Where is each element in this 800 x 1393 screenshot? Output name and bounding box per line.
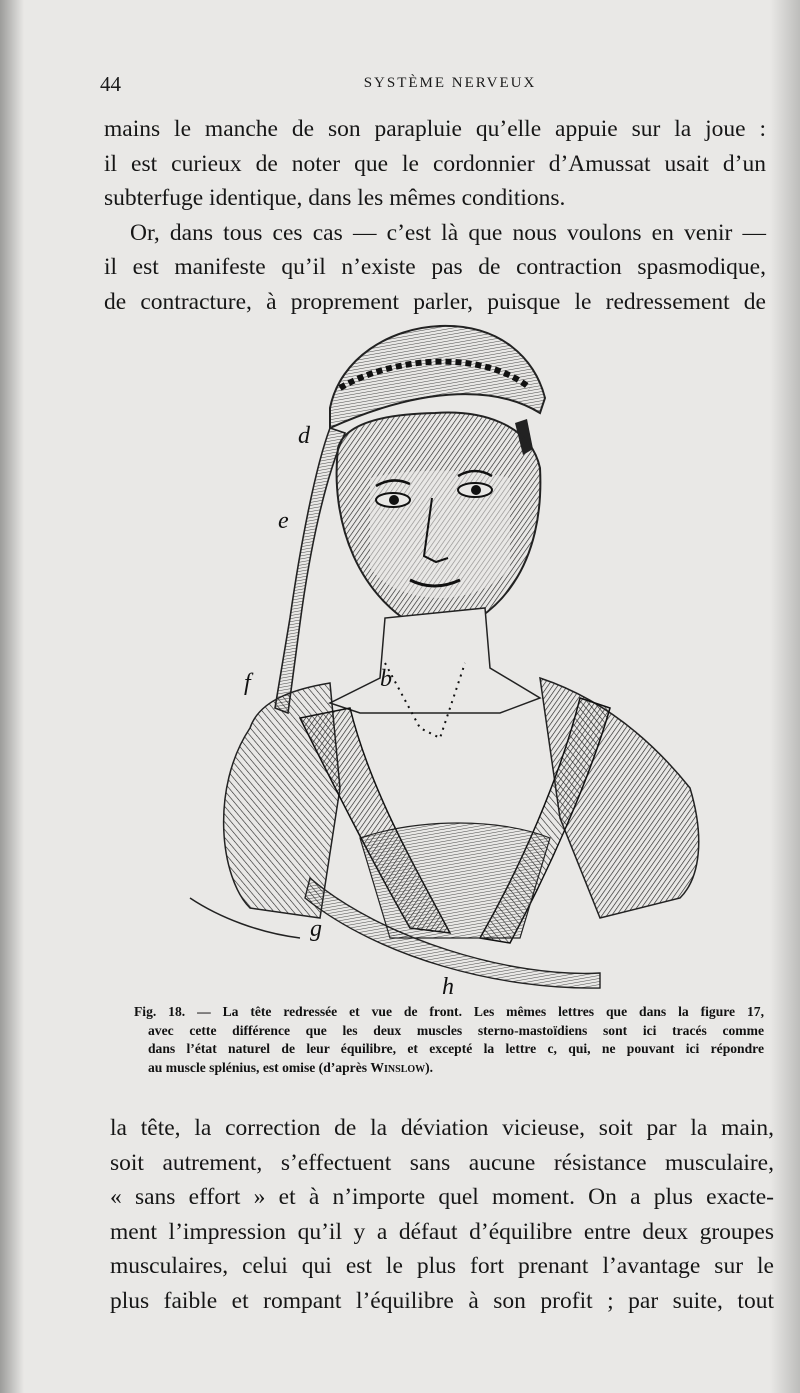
text-line: musculaires, celui qui est le plus fort prenant l’avantage sur le: [110, 1253, 774, 1279]
text-line: de contracture, à proprement parler, puisque le redressement de: [104, 288, 766, 315]
text-line: Or, dans tous ces cas — c’est là que nous voulons en venir —: [130, 219, 766, 246]
engraving-figure: [180, 318, 720, 1008]
text-line: la tête, la correction de la déviation vicieuse, soit par la main,: [110, 1115, 774, 1141]
page-gutter-shadow: [0, 0, 24, 1393]
text-line: « sans effort » et à n’importe quel moment. On a plus exacte-: [110, 1184, 774, 1210]
caption-line: avec cette différence que les deux muscles sterno-mastoïdiens sont ici tracés comme: [148, 1022, 764, 1038]
page-number: 44: [100, 72, 121, 96]
figure-letter-f: f: [244, 670, 251, 696]
body-text-top: [104, 112, 766, 319]
text-line: il est manifeste qu’il n’existe pas de contraction spasmodique,: [104, 254, 766, 280]
figure-letter-g: g: [310, 916, 322, 942]
caption-line: dans l’état naturel de leur équilibre, et excepté la lettre c, qui, ne pouvant ici répondre: [148, 1041, 764, 1056]
body-text-bottom: [110, 1111, 774, 1318]
page-header: [100, 72, 760, 96]
page-edge-shadow: [770, 0, 800, 1393]
text-line: ment l’impression qu’il y a défaut d’équilibre entre deux groupes: [110, 1218, 774, 1245]
caption-line: Fig. 18. — La tête redressée et vue de front. Les mêmes lettres que dans la figure 17,: [134, 1004, 764, 1019]
figure-letter-e: e: [278, 508, 289, 534]
figure-letter-h: h: [442, 974, 454, 1000]
running-head: SYSTÈME NERVEUX: [363, 75, 537, 91]
caption-text: ).: [425, 1059, 434, 1075]
figure-caption: [134, 1003, 764, 1077]
caption-text: au muscle splénius, est omise (d’après: [148, 1059, 371, 1075]
head-drawing: [337, 413, 541, 636]
text-line: plus faible et rompant l’équilibre à son profit ; par suite, tout: [110, 1287, 774, 1314]
neck-and-bust-drawing: [190, 608, 699, 988]
figure-letter-b: b: [380, 666, 392, 692]
text-line: soit autrement, s’effectuent sans aucune résistance musculaire,: [110, 1149, 774, 1176]
caption-line: [134, 1059, 764, 1078]
figure-letter-d: d: [298, 423, 310, 449]
text-line: subterfuge identique, dans les mêmes conditions.: [104, 185, 566, 211]
ribbon-drawing: [275, 428, 345, 713]
text-line: il est curieux de noter que le cordonnier d’Amussat usait d’un: [104, 150, 766, 177]
text-line: mains le manche de son parapluie qu’elle appuie sur la joue :: [104, 116, 766, 142]
caption-author: Winslow: [370, 1059, 426, 1075]
